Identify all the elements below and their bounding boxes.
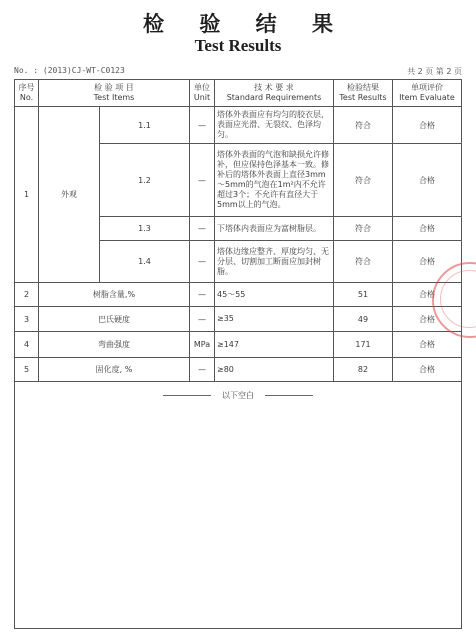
header-evaluate bbox=[393, 80, 462, 107]
page-title-cn: 检 验 结 果 bbox=[143, 12, 347, 36]
table-row bbox=[15, 358, 462, 382]
row-sub-item: 1.2 bbox=[100, 144, 190, 217]
row-item: 树脂含量,% bbox=[39, 283, 190, 307]
row-item: 巴氏硬度 bbox=[39, 307, 190, 332]
right-rule bbox=[265, 395, 313, 396]
document-number: No. : (2013)CJ-WT-C0123 bbox=[14, 66, 125, 75]
row-requirement: 塔体外表面应有均匀的胶衣层，表面应光滑、无裂纹、色泽均匀。 bbox=[215, 107, 334, 144]
row-requirement: 下塔体内表面应为富树脂层。 bbox=[215, 217, 334, 241]
header-seq bbox=[15, 80, 39, 107]
row-unit: — bbox=[190, 144, 215, 217]
blank-note-line bbox=[17, 382, 459, 401]
row-item: 弯曲强度 bbox=[39, 332, 190, 358]
row-requirement: 塔体外表面的气泡和缺损允许修补，但应保持色泽基本一致。修补后的塔体外表面上直径3mm～5mm的气泡在1m²内不允许超过3个；不允许有直径大于5mm以上的气泡。 bbox=[215, 144, 334, 217]
header-item bbox=[39, 80, 190, 107]
row-evaluate: 合格 bbox=[393, 307, 462, 332]
row-unit: — bbox=[190, 107, 215, 144]
header-standard-en: Standard Requirements bbox=[226, 93, 322, 102]
header-result bbox=[334, 80, 393, 107]
row-evaluate: 合格 bbox=[393, 358, 462, 382]
header-unit-cn: 单位 bbox=[194, 83, 210, 92]
row-item: 固化度, % bbox=[39, 358, 190, 382]
row-result: 符合 bbox=[334, 217, 393, 241]
row-result: 符合 bbox=[334, 107, 393, 144]
header-evaluate-cn: 单项评价 bbox=[411, 83, 443, 92]
header-unit-en: Unit bbox=[193, 93, 211, 102]
header-item-en: Test Items bbox=[93, 93, 135, 102]
blank-area bbox=[15, 382, 462, 629]
row-result: 171 bbox=[334, 332, 393, 358]
row-no: 2 bbox=[15, 283, 39, 307]
row-result: 符合 bbox=[334, 241, 393, 283]
row-unit: — bbox=[190, 217, 215, 241]
table-row bbox=[15, 307, 462, 332]
row-requirement: 45～55 bbox=[215, 283, 334, 307]
row-unit: — bbox=[190, 241, 215, 283]
row-requirement: ≥80 bbox=[215, 358, 334, 382]
row-result: 51 bbox=[334, 283, 393, 307]
row-no: 4 bbox=[15, 332, 39, 358]
header-unit bbox=[190, 80, 215, 107]
table-row bbox=[15, 283, 462, 307]
blank-row bbox=[15, 382, 462, 629]
results-table bbox=[14, 79, 462, 629]
seal-inner-ring bbox=[440, 270, 476, 328]
row-no: 1 bbox=[15, 107, 39, 283]
row-sub-item: 1.4 bbox=[100, 241, 190, 283]
row-unit: — bbox=[190, 283, 215, 307]
row-result: 符合 bbox=[334, 144, 393, 217]
row-evaluate: 合格 bbox=[393, 217, 462, 241]
row-requirement: ≥35 bbox=[215, 307, 334, 332]
header-result-en: Test Results bbox=[339, 93, 387, 102]
table-row bbox=[15, 332, 462, 358]
left-rule bbox=[163, 395, 211, 396]
row-evaluate: 合格 bbox=[393, 241, 462, 283]
blank-note: 以下空白 bbox=[222, 391, 254, 400]
header-row bbox=[15, 80, 462, 107]
table-row bbox=[15, 107, 462, 144]
row-evaluate: 合格 bbox=[393, 144, 462, 217]
header-standard-cn: 技 术 要 求 bbox=[254, 83, 294, 92]
row-sub-item: 1.1 bbox=[100, 107, 190, 144]
row-item: 外观 bbox=[39, 107, 100, 283]
row-no: 5 bbox=[15, 358, 39, 382]
row-requirement: 塔体边缘应整齐、厚度均匀、无分层、切割加工断面应加封树脂。 bbox=[215, 241, 334, 283]
row-no: 3 bbox=[15, 307, 39, 332]
row-evaluate: 合格 bbox=[393, 107, 462, 144]
row-result: 49 bbox=[334, 307, 393, 332]
row-result: 82 bbox=[334, 358, 393, 382]
header-item-cn: 检 验 项 目 bbox=[94, 83, 134, 92]
header-seq-cn: 序号 bbox=[18, 83, 35, 92]
header-standard bbox=[215, 80, 334, 107]
row-unit: MPa bbox=[190, 332, 215, 358]
page-title-en: Test Results bbox=[194, 36, 282, 55]
header-seq-en: No. bbox=[19, 93, 34, 102]
row-evaluate: 合格 bbox=[393, 332, 462, 358]
row-sub-item: 1.3 bbox=[100, 217, 190, 241]
header-result-cn: 检验结果 bbox=[347, 83, 379, 92]
row-evaluate: 合格 bbox=[393, 283, 462, 307]
page-count: 共 2 页 第 2 页 bbox=[407, 67, 462, 76]
row-unit: — bbox=[190, 358, 215, 382]
header-evaluate-en: Item Evaluate bbox=[399, 93, 455, 102]
row-requirement: ≥147 bbox=[215, 332, 334, 358]
row-unit: — bbox=[190, 307, 215, 332]
